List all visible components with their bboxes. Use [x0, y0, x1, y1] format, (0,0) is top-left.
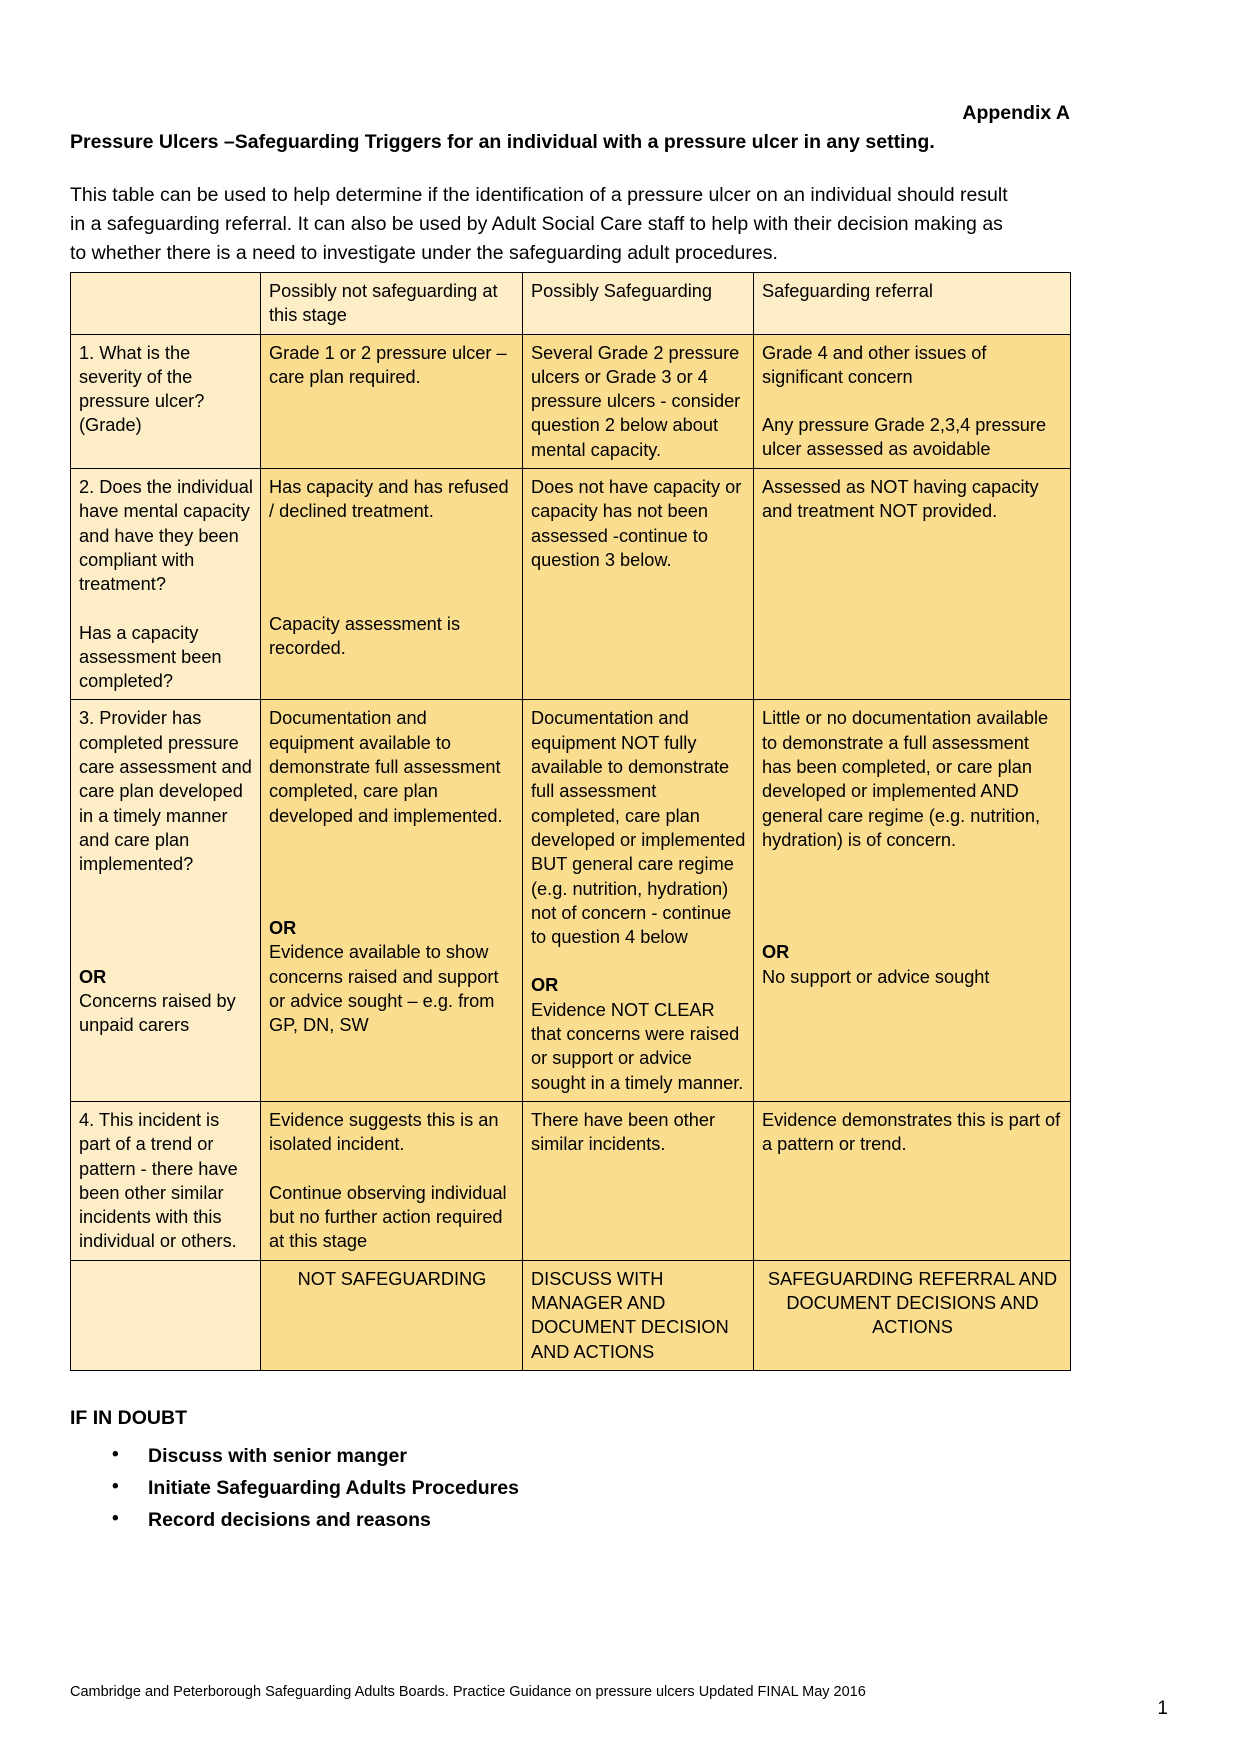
row3-referral-text: Little or no documentation available to demonstrate a full assessment has been completed, or care plan developed or implemented AND general care regime (e.g. nutrition, hydration) is of concern.: [762, 708, 1049, 850]
column-header-not-safeguarding: Possibly not safeguarding at this stage: [261, 273, 523, 335]
row1-referral: [754, 334, 1071, 468]
row1-possibly-safeguarding: Several Grade 2 pressure ulcers or Grade 3 or 4 pressure ulcers - consider question 2 below about mental capacity.: [523, 334, 754, 468]
row1-referral-part-b: Any pressure Grade 2,3,4 pressure ulcer assessed as avoidable: [762, 415, 1047, 460]
appendix-label: Appendix A: [962, 102, 1070, 124]
row3-question-text: 3. Provider has completed pressure care assessment and care plan developed in a timely manner and care plan implemented?: [79, 708, 252, 875]
summary-not-safeguarding: NOT SAFEGUARDING: [261, 1260, 523, 1370]
row4-referral: Evidence demonstrates this is part of a pattern or trend.: [754, 1101, 1071, 1260]
row2-referral: Assessed as NOT having capacity and treatment NOT provided.: [754, 469, 1071, 700]
page-number: 1: [1157, 1698, 1168, 1719]
row3-possibly-safeguarding-or-text: Evidence NOT CLEAR that concerns were raised or support or advice sought in a timely manner.: [531, 999, 744, 1093]
column-header-safeguarding-referral: Safeguarding referral: [754, 273, 1071, 335]
row3-referral-or-label: OR: [762, 942, 790, 963]
summary-referral: SAFEGUARDING REFERRAL AND DOCUMENT DECISIONS AND ACTIONS: [754, 1260, 1071, 1370]
row2-not-safeguarding-part-b: Capacity assessment is recorded.: [269, 613, 461, 658]
column-header-possibly-safeguarding: Possibly Safeguarding: [523, 273, 754, 335]
row3-possibly-safeguarding-or-label: OR: [531, 975, 559, 996]
row1-not-safeguarding: Grade 1 or 2 pressure ulcer – care plan required.: [261, 334, 523, 468]
row2-possibly-safeguarding: Does not have capacity or capacity has not been assessed -continue to question 3 below.: [523, 469, 754, 700]
spacer: [531, 949, 746, 973]
summary-blank: [71, 1260, 261, 1370]
row3-question: [71, 700, 261, 1101]
row3-not-safeguarding-text: Documentation and equipment available to demonstrate full assessment completed, care plan developed and implemented.: [269, 708, 503, 826]
spacer: [762, 389, 1063, 413]
row1-question: 1. What is the severity of the pressure ulcer? (Grade): [71, 334, 261, 468]
table-row: [71, 700, 1071, 1101]
row4-not-safeguarding-part-b: Continue observing individual but no further action required at this stage: [269, 1182, 507, 1252]
row2-question-part-b: Has a capacity assessment been completed?: [79, 622, 222, 692]
row2-not-safeguarding: [261, 469, 523, 700]
row3-possibly-safeguarding-text: Documentation and equipment NOT fully available to demonstrate full assessment completed, care plan developed or implemented BUT general care regime (e.g. nutrition, hydration) not of concern - continue to question 4 below: [531, 708, 746, 948]
row2-question-part-a: 2. Does the individual have mental capacity and have they been compliant with treatment?: [79, 477, 253, 595]
table-row: [71, 334, 1071, 468]
row3-question-or-label: OR: [79, 966, 107, 987]
table-row: [71, 469, 1071, 700]
column-header-blank: [71, 273, 261, 335]
if-in-doubt-list: [70, 1440, 1152, 1536]
row2-not-safeguarding-part-a: Has capacity and has refused / declined treatment.: [269, 477, 509, 522]
list-item: • Initiate Safeguarding Adults Procedures: [112, 1472, 1152, 1504]
page-title: Pressure Ulcers –Safeguarding Triggers for an individual with a pressure ulcer in any setting.: [70, 131, 935, 153]
row3-not-safeguarding-or-text: Evidence available to show concerns raised and support or advice sought – e.g. from GP, DN, SW: [269, 942, 499, 1036]
table-header-row: [71, 273, 1071, 335]
safeguarding-triggers-table: [70, 272, 1071, 1371]
if-in-doubt-heading: IF IN DOUBT: [70, 1406, 187, 1429]
table-row: [71, 1101, 1071, 1260]
spacer: [269, 828, 515, 916]
table-summary-row: [71, 1260, 1071, 1370]
row4-not-safeguarding-part-a: Evidence suggests this is an isolated incident.: [269, 1109, 499, 1155]
spacer: [269, 524, 515, 612]
spacer: [762, 852, 1063, 940]
row4-question: 4. This incident is part of a trend or pattern - there have been other similar incidents with this individual or others.: [71, 1101, 261, 1260]
row3-not-safeguarding-or-label: OR: [269, 917, 297, 938]
spacer: [269, 1157, 515, 1181]
row3-not-safeguarding: [261, 700, 523, 1101]
row2-question: [71, 469, 261, 700]
list-item: • Record decisions and reasons: [112, 1504, 1152, 1536]
row4-not-safeguarding: [261, 1101, 523, 1260]
document-footer: Cambridge and Peterborough Safeguarding Adults Boards. Practice Guidance on pressure ulcers Updated FINAL May 2016: [70, 1684, 866, 1700]
intro-paragraph: This table can be used to help determine if the identification of a pressure ulcer on an individual should result in a safeguarding referral. It can also be used by Adult Social Care staff to help with their decision making as to whether there is a need to investigate under the safeguarding adult procedures.: [70, 184, 1008, 264]
row3-referral-or-text: No support or advice sought: [762, 966, 990, 987]
row1-referral-part-a: Grade 4 and other issues of significant concern: [762, 342, 987, 387]
row3-question-or-text: Concerns raised by unpaid carers: [79, 990, 236, 1036]
spacer: [79, 877, 253, 965]
row3-possibly-safeguarding: [523, 700, 754, 1101]
list-item: • Discuss with senior manger: [112, 1440, 1152, 1472]
row4-possibly-safeguarding: There have been other similar incidents.: [523, 1101, 754, 1260]
spacer: [79, 597, 253, 621]
row3-referral: [754, 700, 1071, 1101]
summary-possibly-safeguarding: DISCUSS WITH MANAGER AND DOCUMENT DECISION AND ACTIONS: [523, 1260, 754, 1370]
